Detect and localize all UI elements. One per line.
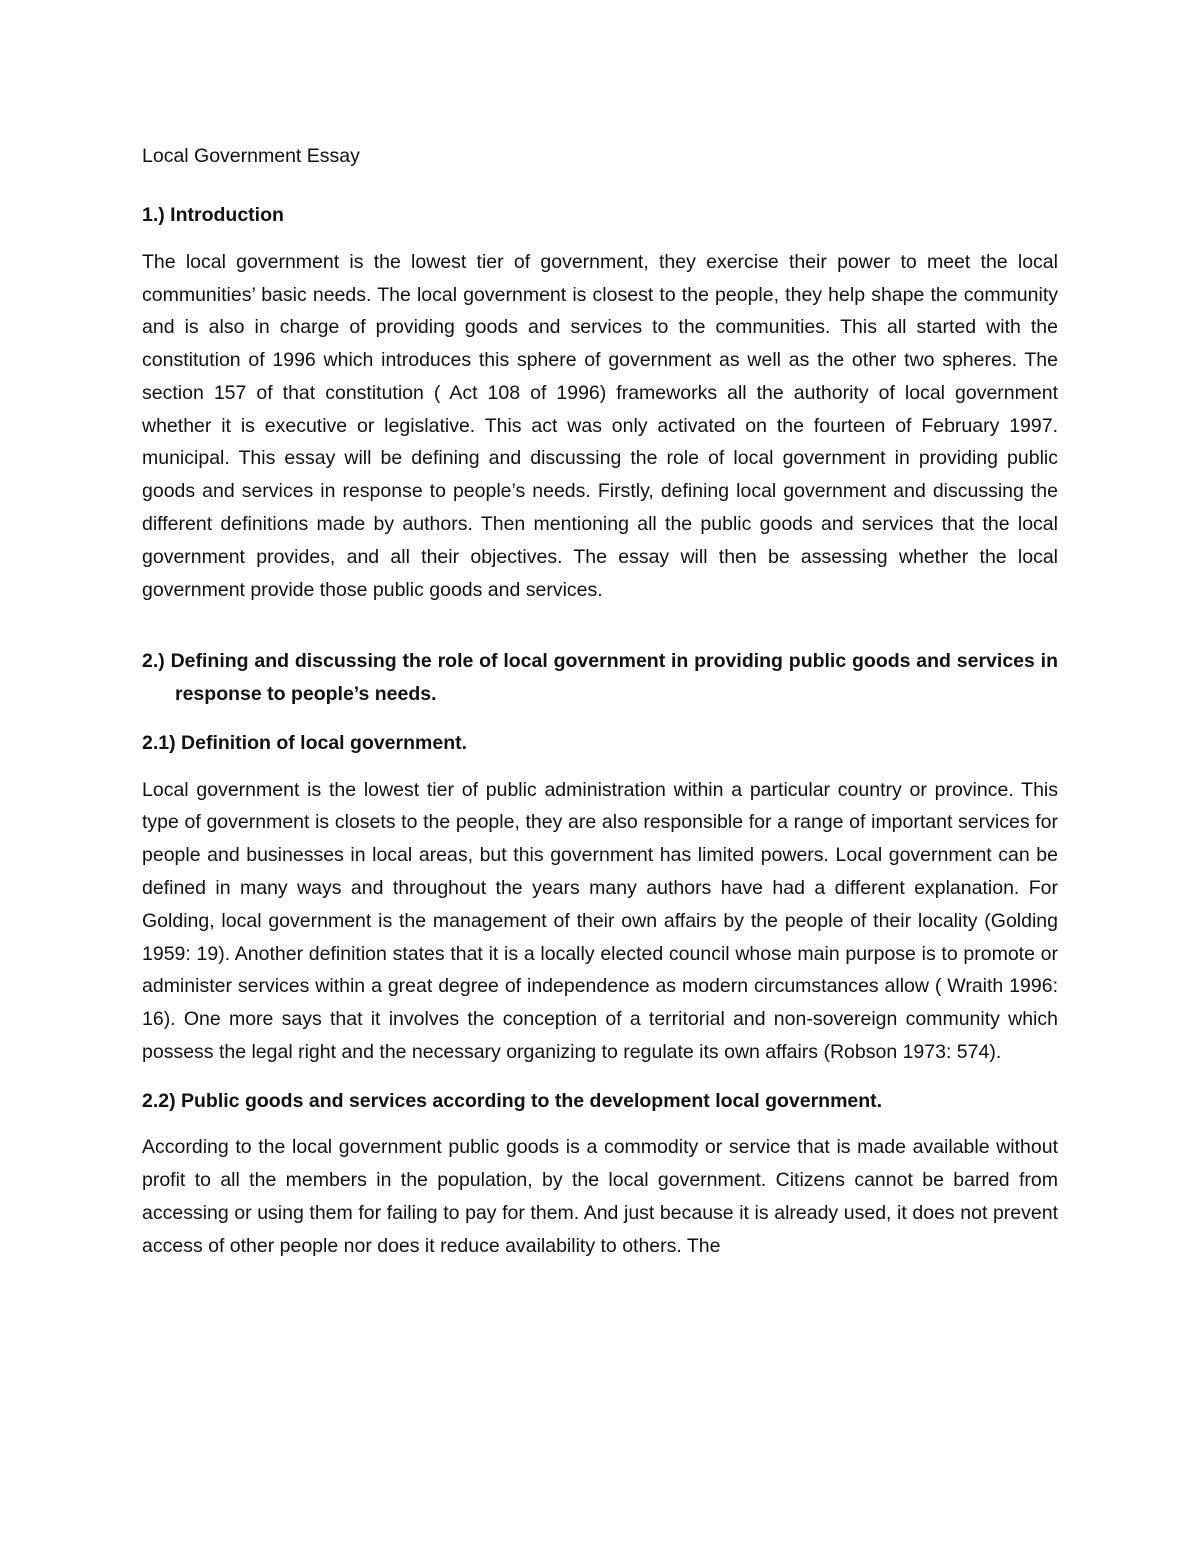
- introduction-paragraph: The local government is the lowest tier of government, they exercise their power to meet the local communities’ basic needs. The local government is closest to the people, they help shape the community and is also in charge of providing goods and services to the communities. This all started with the constitution of 1996 which introduces this sphere of government as well as the other two spheres. The section 157 of that constitution ( Act 108 of 1996) frameworks all the authority of local government whether it is executive or legislative. This act was only activated on the fourteen of February 1997. municipal. This essay will be defining and discussing the role of local government in providing public goods and services in response to people’s needs. Firstly, defining local government and discussing the different definitions made by authors. Then mentioning all the public goods and services that the local government provides, and all their objectives. The essay will then be assessing whether the local government provide those public goods and services.: [142, 250, 1058, 601]
- section-2-1-heading: 2.1) Definition of local government.: [142, 731, 468, 754]
- section-2-heading: 2.) Defining and discussing the role of local government in providing public goods and services in response to people’s needs.: [142, 650, 1058, 706]
- introduction-heading: 1.) Introduction: [142, 204, 284, 226]
- section-2-1-paragraph: Local government is the lowest tier of public administration within a particular country or province. This type of government is closets to the people, they are also responsible for a range of important services for people and businesses in local areas, but this government has limited powers. Local government can be defined in many ways and throughout the years many authors have had a different explanation. For Golding, local government is the management of their own affairs by the people of their locality (Golding 1959: 19). Another definition states that it is a locally elected council whose main purpose is to promote or administer services within a great degree of independence as modern circumstances allow ( Wraith 1996: 16). One more says that it involves the conception of a territorial and non-sovereign community which possess the legal right and the necessary organizing to regulate its own affairs (Robson 1973: 574).: [142, 778, 1058, 1063]
- section-2-2-paragraph: According to the local government public goods is a commodity or service that is made available without profit to all the members in the population, by the local government. Citizens cannot be barred from accessing or using them for failing to pay for them. And just because it is already used, it does not prevent access of other people nor does it reduce availability to others. The: [142, 1136, 1058, 1257]
- section-2-2-heading: 2.2) Public goods and services according to the development local government.: [142, 1089, 883, 1112]
- document-title: Local Government Essay: [142, 145, 360, 167]
- document-page: [142, 140, 1058, 1263]
